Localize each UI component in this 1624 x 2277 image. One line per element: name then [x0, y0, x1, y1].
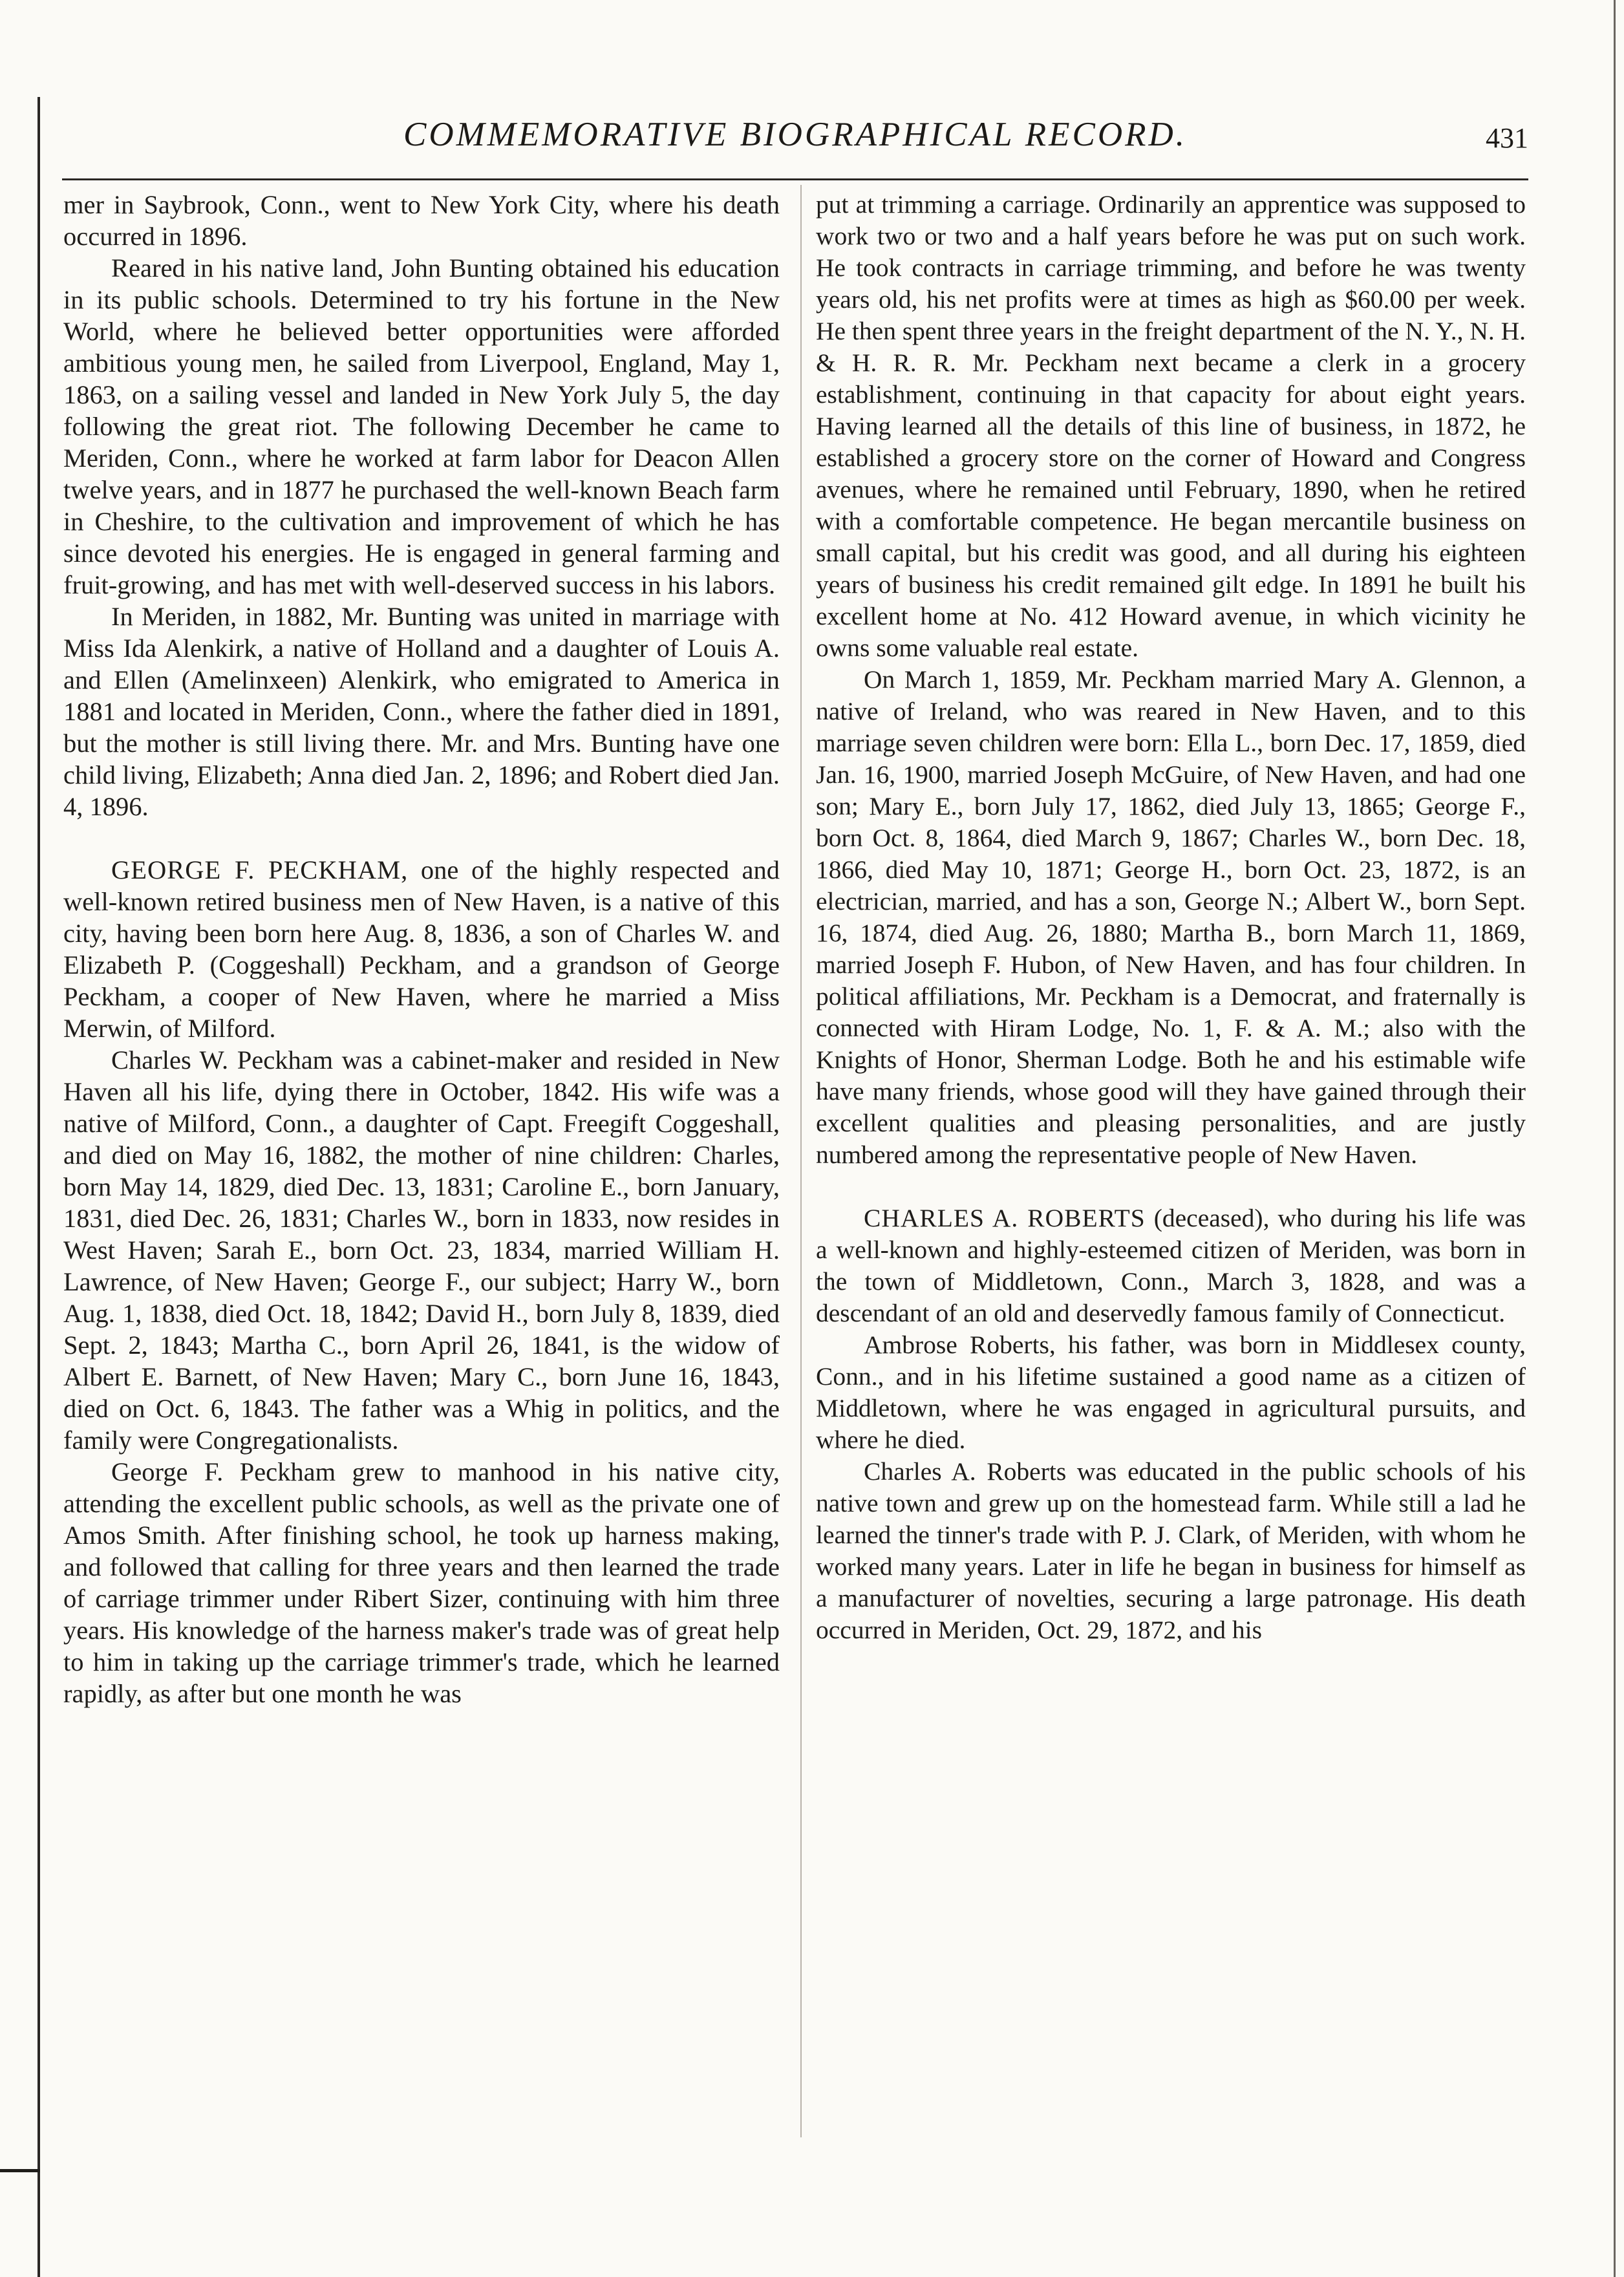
- biography-heading-paragraph: [816, 1203, 1526, 1329]
- paragraph: put at trimming a carriage. Ordinarily an apprentice was supposed to work two or two and a half years before he was put on such work. He took contracts in carriage trimming, and before he was twenty years old, his net profits were at times as high as $60.00 per week. He then spent three years in the freight department of the N. Y., N. H. & H. R. R. Mr. Peckham next became a clerk in a grocery establishment, continuing in that capacity for about eight years. Having learned all the details of this line of business, in 1872, he established a grocery store on the corner of Howard and Congress avenues, where he remained until February, 1890, when he retired with a comfortable competence. He began mercantile business on small capital, but his credit was good, and all during his eighteen years of business his credit remained gilt edge. In 1891 he built his excellent home at No. 412 Howard avenue, in which vicinity he owns some valuable real estate.: [816, 190, 1526, 662]
- right-column: [816, 189, 1526, 1646]
- paragraph: Charles A. Roberts was educated in the public schools of his native town and grew up on the homestead farm. While still a lad he learned the tinner's trade with P. J. Clark, of Meriden, with whom he worked many years. Later in life he began in business for himself as a manufacturer of novelties, securing a large patronage. His death occurred in Meriden, Oct. 29, 1872, and his: [816, 1457, 1526, 1644]
- page-number: 431: [1486, 122, 1528, 154]
- column-divider: [800, 185, 802, 2137]
- page-left-edge: [37, 97, 40, 2277]
- binding-mark: [0, 2169, 40, 2172]
- paragraph: On March 1, 1859, Mr. Peckham married Mary A. Glennon, a native of Ireland, who was reared in New Haven, and to this marriage seven children were born: Ella L., born Dec. 17, 1859, died Jan. 16, 1900, married Joseph McGuire, of New Haven, and had one son; Mary E., born July 17, 1862, died July 13, 1865; George F., born Oct. 8, 1864, died March 9, 1867; Charles W., born Dec. 18, 1866, died May 10, 1871; George H., born Oct. 23, 1872, is an electrician, married, and has a son, George N.; Albert W., born Sept. 16, 1874, died Aug. 26, 1880; Martha B., born March 11, 1869, married Joseph F. Hubon, of New Haven, and has four children. In political affiliations, Mr. Peckham is a Democrat, and fraternally is connected with Hiram Lodge, No. 1, F. & A. M.; also with the Knights of Honor, Sherman Lodge. Both he and his estimable wife have many friends, whose good will they have gained through their excellent qualities and pleasing personalities, and are justly numbered among the representative people of New Haven.: [816, 665, 1526, 1169]
- page-header: [62, 110, 1528, 166]
- paragraph: George F. Peckham grew to manhood in his native city, attending the excellent public schools, as well as the private one of Amos Smith. After finishing school, he took up harness making, and followed that calling for three years and then learned the trade of carriage trimmer under Ribert Sizer, continuing with him three years. His knowledge of the harness maker's trade was of great help to him in taking up the carriage trimmer's trade, which he learned rapidly, as after but one month he was: [63, 1457, 780, 1708]
- paragraph: mer in Saybrook, Conn., went to New York City, where his death occurred in 1896.: [63, 190, 780, 251]
- paragraph: Ambrose Roberts, his father, was born in Middlesex county, Conn., and in his lifetime sustained a good name as a citizen of Middletown, where he was engaged in agricultural pursuits, and where he died.: [816, 1331, 1526, 1454]
- left-column: [63, 189, 780, 1709]
- biography-name: CHARLES A. ROBERTS: [864, 1204, 1146, 1232]
- paragraph-text: (deceased), who during his life was a well-known and highly-esteemed citizen of Meriden, was born in the town of Middletown, Conn., March 3, 1828, and was a descendant of an old and deservedly famous family of Connecticut.: [816, 1204, 1526, 1327]
- paragraph: Reared in his native land, John Bunting obtained his education in its public schools. Determined to try his fortune in the New World, where he believed better opportunities were afforded ambitious young men, he sailed from Liverpool, England, May 1, 1863, on a sailing vessel and landed in New York July 5, the day following the great riot. The following December he came to Meriden, Conn., where he worked at farm labor for Deacon Allen twelve years, and in 1877 he purchased the well-known Beach farm in Cheshire, to the cultivation and improvement of which he has since devoted his energies. He is engaged in general farming and fruit-growing, and has met with well-deserved success in his labors.: [63, 253, 780, 599]
- paragraph: In Meriden, in 1882, Mr. Bunting was united in marriage with Miss Ida Alenkirk, a native of Holland and a daughter of Louis A. and Ellen (Amelinxeen) Alenkirk, who emigrated to America in 1881 and located in Meriden, Conn., where the father died in 1891, but the mother is still living there. Mr. and Mrs. Bunting have one child living, Elizabeth; Anna died Jan. 2, 1896; and Robert died Jan. 4, 1896.: [63, 602, 780, 821]
- header-rule: [62, 178, 1528, 180]
- biography-name: GEORGE F. PECKHAM,: [111, 855, 409, 884]
- biography-heading-paragraph: [63, 854, 780, 1044]
- running-title: COMMEMORATIVE BIOGRAPHICAL RECORD.: [403, 116, 1188, 153]
- paragraph: Charles W. Peckham was a cabinet-maker and resided in New Haven all his life, dying there in October, 1842. His wife was a native of Milford, Conn., a daughter of Capt. Freegift Coggeshall, and died on May 16, 1882, the mother of nine children: Charles, born May 14, 1829, died Dec. 13, 1831; Caroline E., born January, 1831, died Dec. 26, 1831; Charles W., born in 1833, now resides in West Haven; Sarah E., born Oct. 23, 1834, married William H. Lawrence, of New Haven; George F., our subject; Harry W., born Aug. 1, 1838, died Oct. 18, 1842; David H., born July 8, 1839, died Sept. 2, 1843; Martha C., born April 26, 1841, is the widow of Albert E. Barnett, of New Haven; Mary C., born June 16, 1843, died on Oct. 6, 1843. The father was a Whig in politics, and the family were Congregationalists.: [63, 1045, 780, 1455]
- page-right-edge: [1614, 0, 1616, 2277]
- paragraph-text: one of the highly respected and well-known retired business men of New Haven, is a native of this city, having been born here Aug. 8, 1836, a son of Charles W. and Elizabeth P. (Coggeshall) Peckham, and a grandson of George Peckham, a cooper of New Haven, where he married a Miss Merwin, of Milford.: [63, 855, 780, 1043]
